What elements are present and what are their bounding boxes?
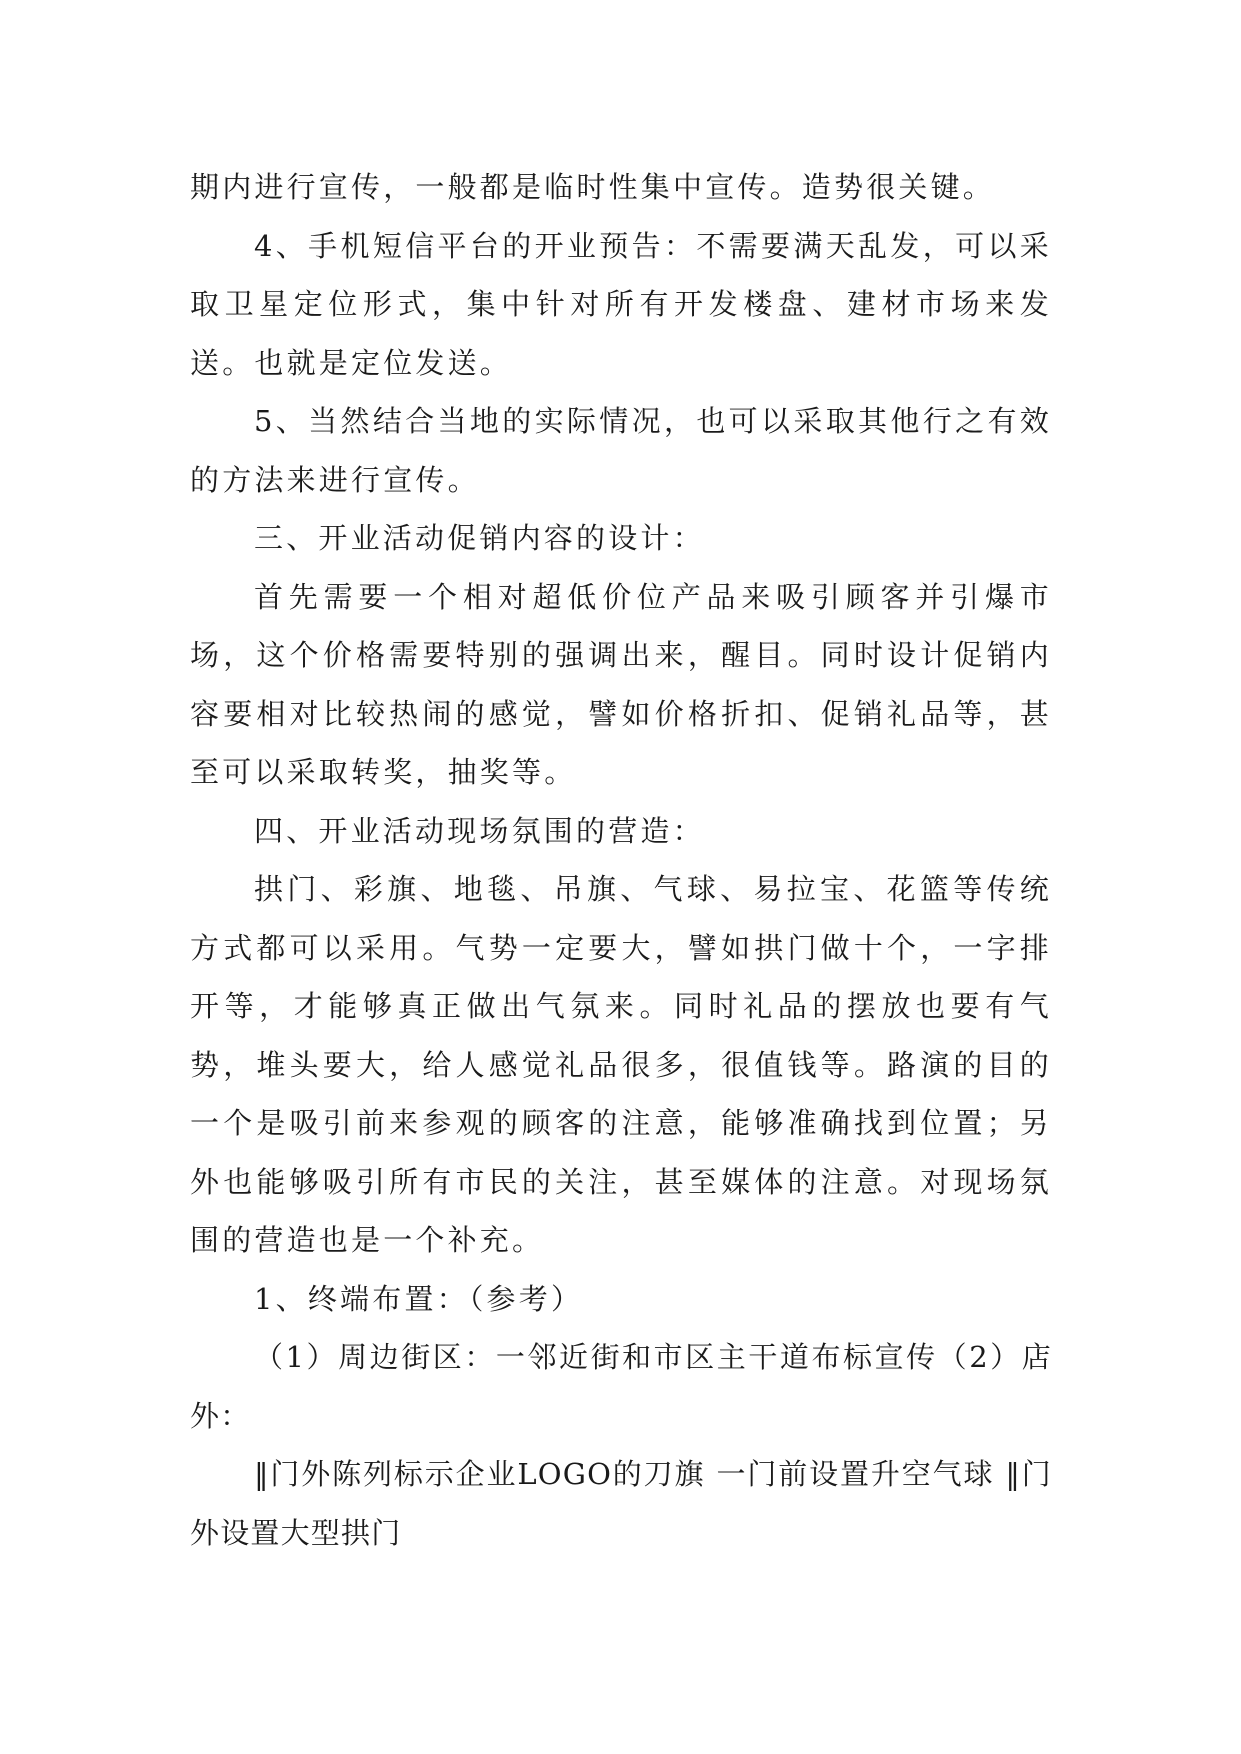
- document-body: [190, 158, 1052, 1562]
- paragraph-intro-continuation: 期内进行宣传，一般都是临时性集中宣传。造势很关键。: [190, 170, 996, 204]
- section-heading-promotion-design: 三、开业活动促销内容的设计：: [254, 521, 705, 555]
- section-heading-atmosphere: 四、开业活动现场氛围的营造：: [254, 813, 705, 848]
- paragraph-sms-announcement: 4、手机短信平台的开业预告：不需要满天乱发，可以采取卫星定位形式，集中针对所有开发楼盘、建材市场来发送。也就是定位发送。: [190, 228, 1052, 380]
- paragraph-atmosphere-details: 拱门、彩旗、地毯、吊旗、气球、易拉宝、花篮等传统方式都可以采用。气势一定要大，譬如拱门做十个，一字排开等，才能够真正做出气氛来。同时礼品的摆放也要有气势，堆头要大，给人感觉礼品很多，很值钱等。路演的目的一个是吸引前来参观的顾客的注意，能够准确找到位置；另外也能够吸引所有市民的关注，甚至媒体的注意。对现场氛围的营造也是一个补充。: [190, 872, 1052, 1257]
- paragraph-other-methods: 5、当然结合当地的实际情况，也可以采取其他行之有效的方法来进行宣传。: [190, 404, 1052, 497]
- paragraph-outside-store: ‖门外陈列标示企业LOGO的刀旗 一门前设置升空气球 ‖门外设置大型拱门: [190, 1457, 1052, 1550]
- paragraph-promotion-content: 首先需要一个相对超低价位产品来吸引顾客并引爆市场，这个价格需要特别的强调出来，醒目。同时设计促销内容要相对比较热闹的感觉，譬如价格折扣、促销礼品等，甚至可以采取转奖，抽奖等。: [190, 579, 1052, 789]
- subsection-heading-terminal-layout: 1、终端布置：（参考）: [254, 1281, 584, 1316]
- paragraph-surrounding-streets: （1）周边街区：一邻近街和市区主干道布标宣传（2）店外：: [190, 1340, 1052, 1433]
